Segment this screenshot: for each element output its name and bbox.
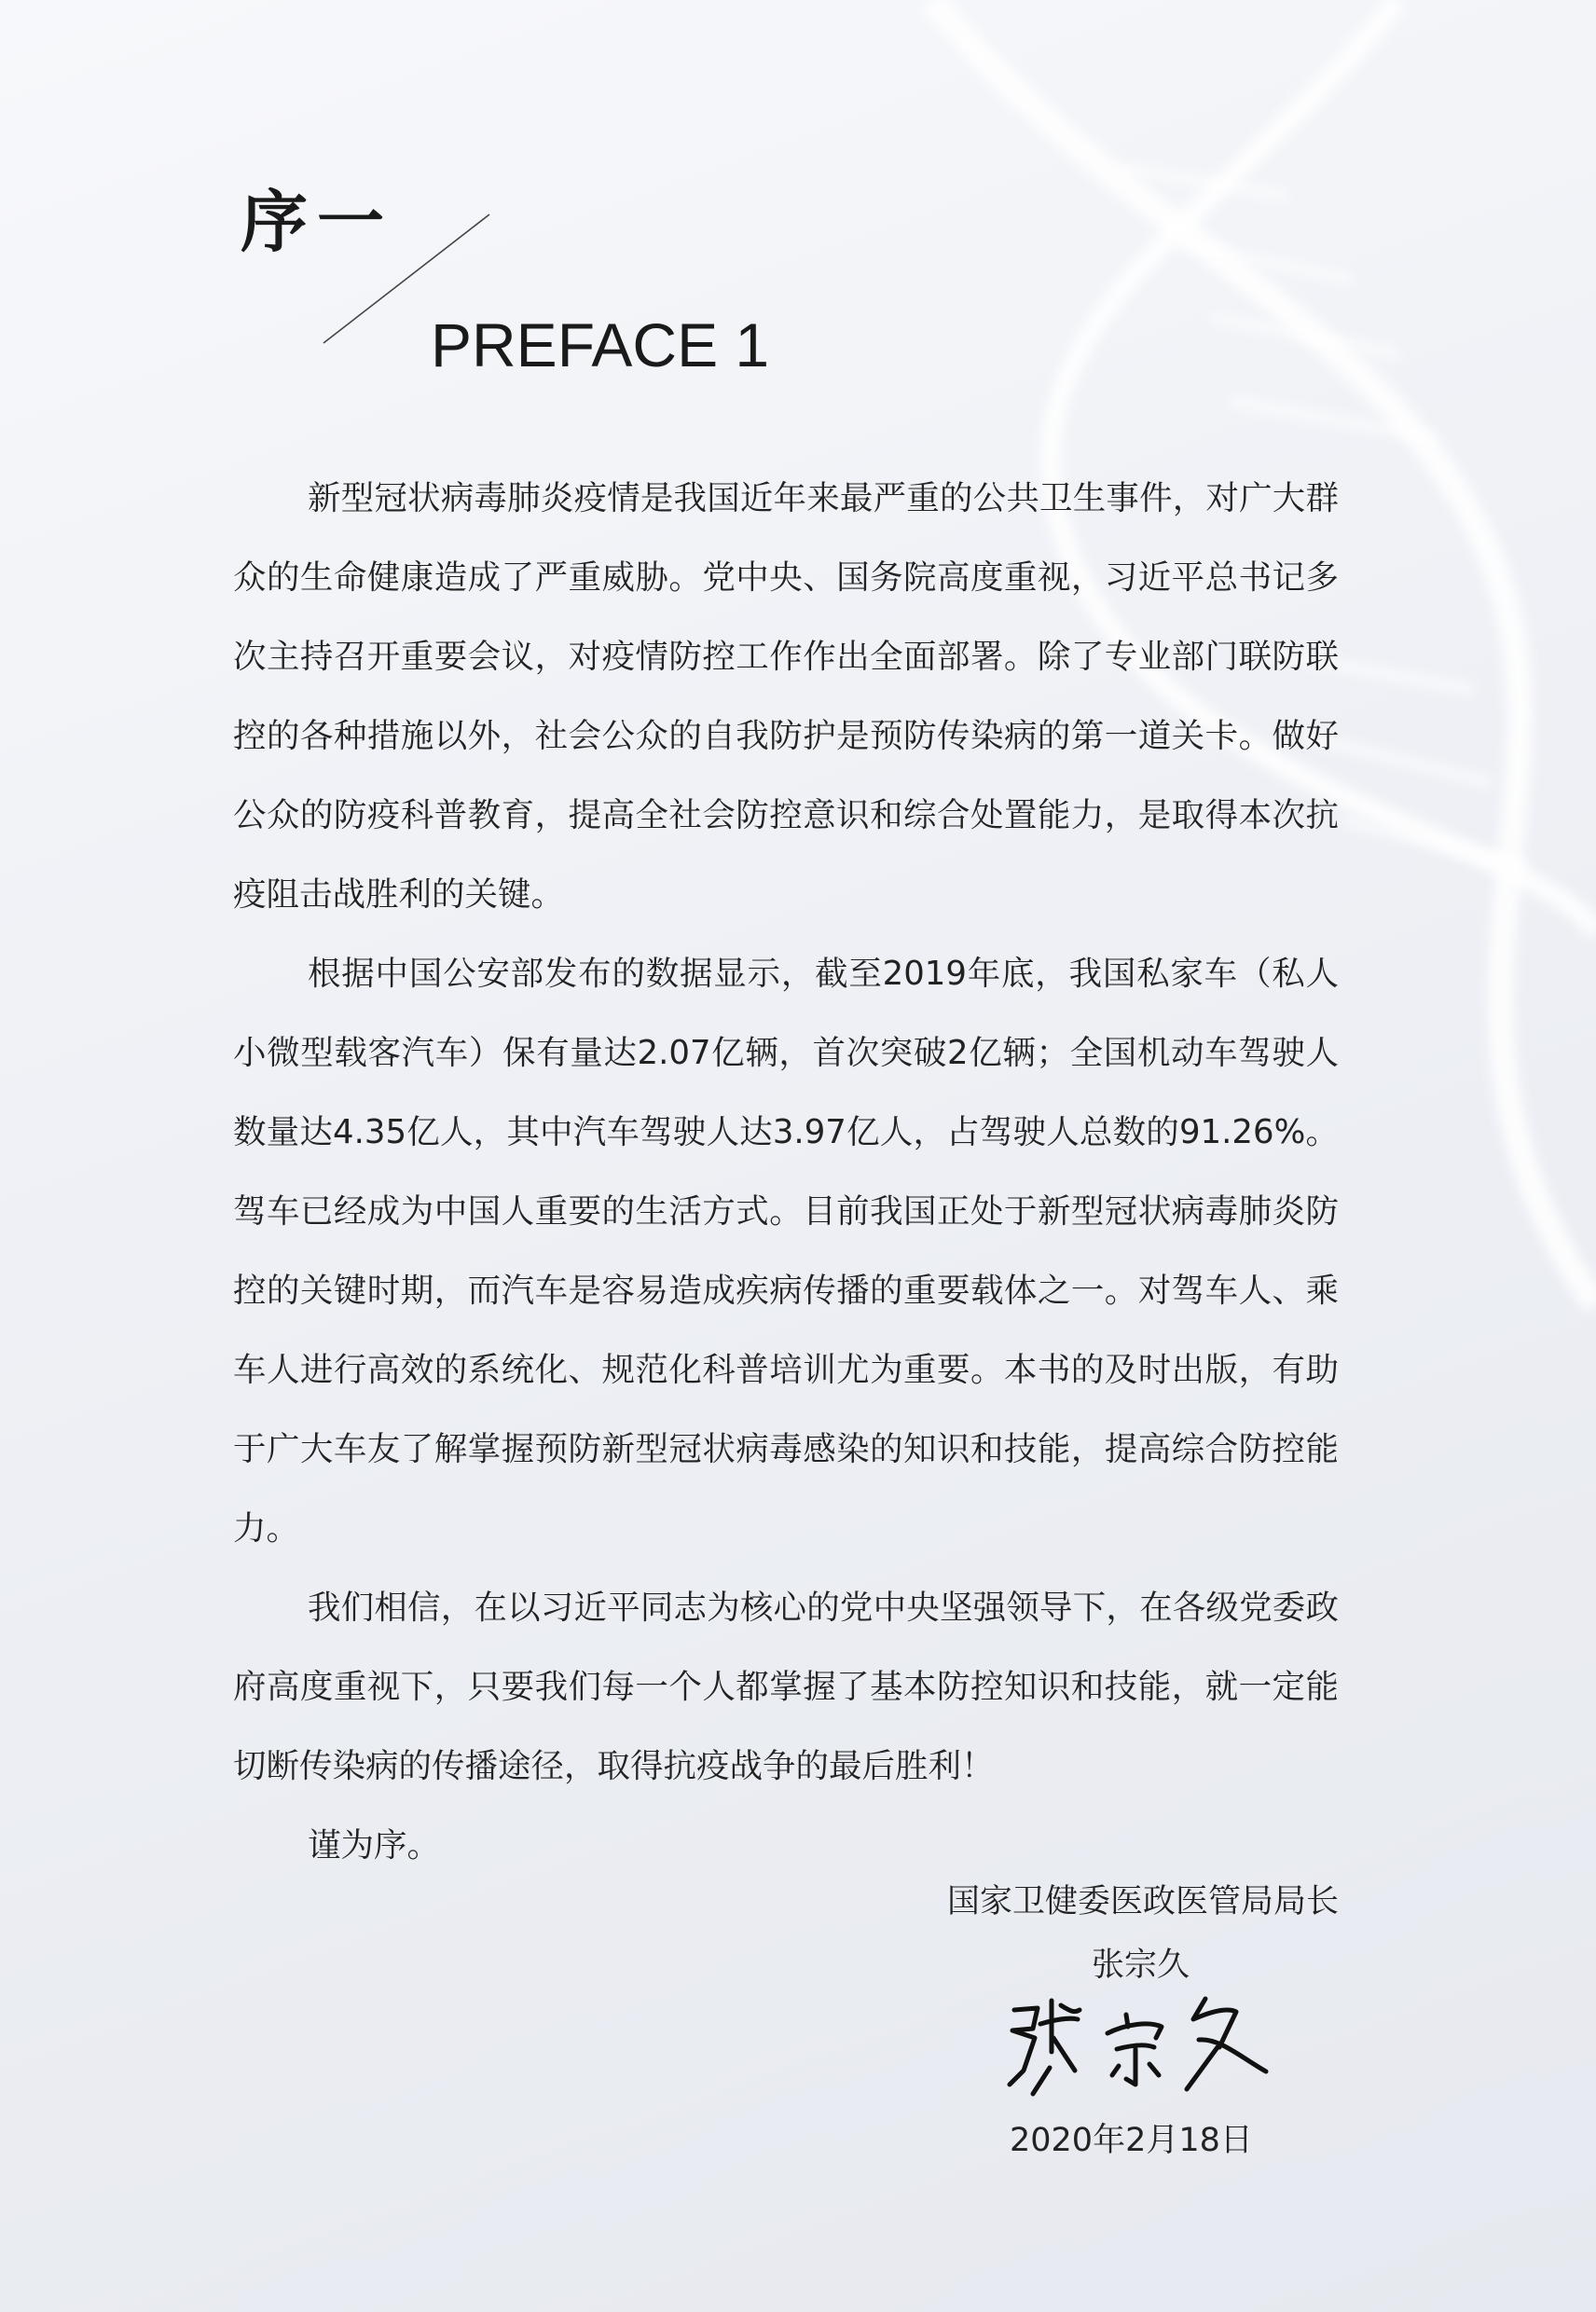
paragraph-2: 根据中国公安部发布的数据显示，截至2019年底，我国私家车（私人小微型载客汽车）保有量达2.07亿辆，首次突破2亿辆；全国机动车驾驶人数量达4.35亿人，其中汽车驾驶人达3.97亿人，占驾驶人总数的91.26%。驾车已经成为中国人重要的生活方式。目前我国正处于新型冠状病毒肺炎防控的关键时期，而汽车是容易造成疾病传播的重要载体之一。对驾车人、乘车人进行高效的系统化、规范化科普培训尤为重要。本书的及时出版，有助于广大车友了解掌握预防新型冠状病毒感染的知识和技能，提高综合防控能力。 bbox=[233, 955, 1339, 1548]
handwritten-signature bbox=[996, 1982, 1275, 2112]
signer-title: 国家卫健委医政医管局局长 bbox=[946, 1883, 1339, 1920]
signature-date: 2020年2月18日 bbox=[1010, 2122, 1253, 2159]
page-title-english: PREFACE 1 bbox=[431, 310, 770, 379]
page-title-chinese: 序一 bbox=[241, 183, 394, 261]
signer-name: 张宗久 bbox=[1091, 1947, 1190, 1984]
paragraph-1: 新型冠状病毒肺炎疫情是我国近年来最严重的公共卫生事件，对广大群众的生命健康造成了严重威胁。党中央、国务院高度重视，习近平总书记多次主持召开重要会议，对疫情防控工作作出全面部署。除了专业部门联防联控的各种措施以外，社会公众的自我防护是预防传染病的第一道关卡。做好公众的防疫科普教育，提高全社会防控意识和综合处置能力，是取得本次抗疫阻击战胜利的关键。 bbox=[233, 479, 1339, 914]
signature-block bbox=[947, 1870, 1339, 1997]
preface-body bbox=[233, 459, 1339, 1885]
paragraph-3: 我们相信，在以习近平同志为核心的党中央坚强领导下，在各级党委政府高度重视下，只要我们每一个人都掌握了基本防控知识和技能，就一定能切断传染病的传播途径，取得抗疫战争的最后胜利！ bbox=[233, 1589, 1339, 1785]
paragraph-4: 谨为序。 bbox=[308, 1826, 441, 1865]
